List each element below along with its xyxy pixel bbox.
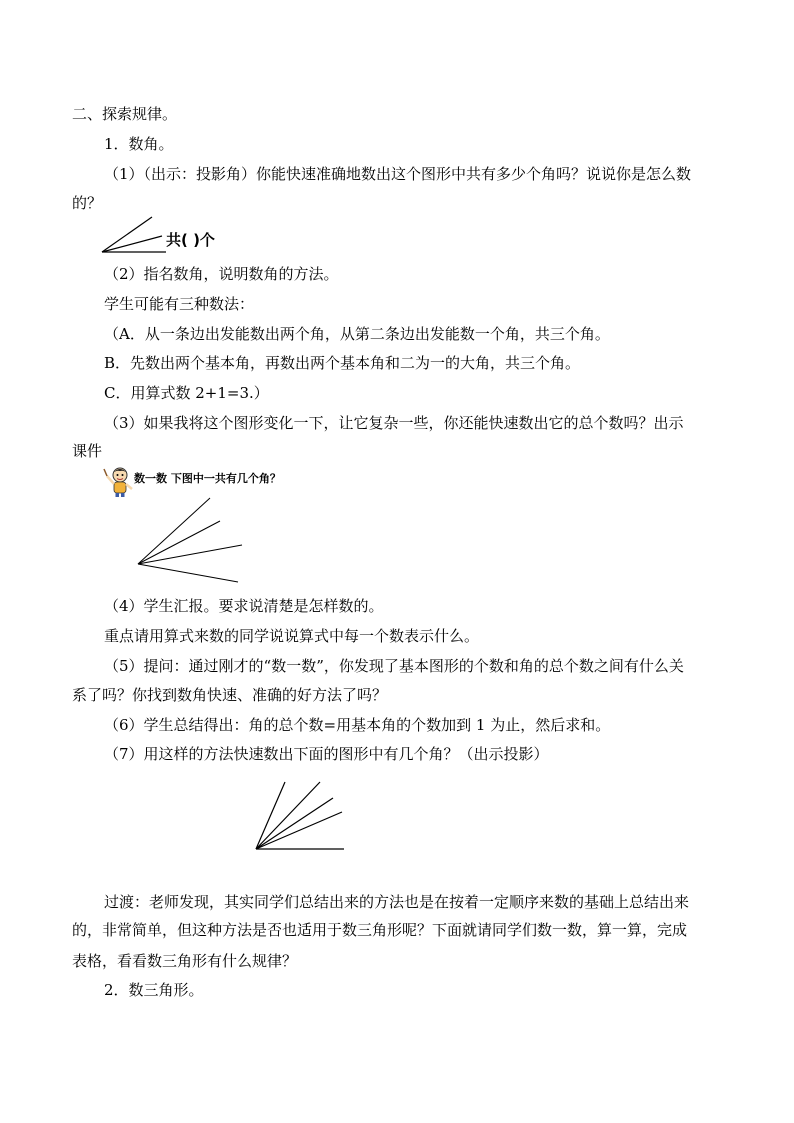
methods-intro: 学生可能有三种数法： — [104, 295, 255, 313]
question-1-line-1: （1）（出示：投影角）你能快速准确地数出这个图形中共有多少个角吗？说说你是怎么数 — [104, 165, 692, 183]
angle-ray-4 — [256, 812, 342, 849]
question-3-line-1: （3）如果我将这个图形变化一下，让它复杂一些，你还能快速数出它的总个数吗？出示 — [104, 414, 684, 432]
angle-figure-3 — [250, 778, 350, 854]
angle-ray-2 — [138, 521, 220, 564]
method-a: （A．从一条边出发能数出两个角，从第二条边出发能数一个角，共三个角。 — [104, 325, 610, 343]
question-6: （6）学生总结得出：角的总个数=用基本角的个数加到 1 为止，然后求和。 — [104, 716, 611, 734]
question-7: （7）用这样的方法快速数出下面的图形中有几个角？（出示投影） — [104, 745, 549, 763]
angle-figure-1 — [100, 212, 172, 256]
transition-line-1: 过渡：老师发现，其实同学们总结出来的方法也是在按着一定顺序来数的基础上总结出来 — [104, 893, 690, 911]
method-b: B．先数出两个基本角，再数出两个基本角和二为一的大角，共三个角。 — [104, 354, 581, 372]
question-4: （4）学生汇报。要求说清楚是怎样数的。 — [104, 597, 384, 615]
subsection-2-title: 2．数三角形。 — [104, 981, 204, 999]
transition-line-2: 的，非常简单，但这种方法是否也适用于数三角形呢？下面就请同学们数一数，算一算，完成 — [72, 921, 688, 939]
question-2: （2）指名数角，说明数角的方法。 — [104, 265, 339, 283]
transition-line-3: 表格，看看数三角形有什么规律？ — [72, 952, 298, 970]
question-5-line-2: 系了吗？你找到数角快速、准确的好方法了吗？ — [72, 686, 388, 704]
angle-ray-2 — [256, 782, 320, 849]
angle-ray-4 — [138, 564, 238, 582]
angle-ray-middle — [102, 236, 162, 252]
question-3-line-2: 课件 — [72, 442, 103, 460]
question-1-line-2: 的？ — [72, 194, 103, 212]
figure-2-caption: 数一数 下图中一共有几个角？ — [134, 472, 281, 485]
question-5-line-1: （5）提问：通过刚才的“数一数”，你发现了基本图形的个数和角的总个数之间有什么关 — [104, 657, 684, 675]
method-c: C．用算式数 2+1=3.） — [104, 384, 269, 402]
question-4-note: 重点请用算式来数的同学说说算式中每一个数表示什么。 — [104, 627, 480, 645]
cartoon-teacher-icon — [102, 466, 136, 498]
angle-ray-upper — [102, 217, 152, 252]
angle-ray-1 — [138, 498, 210, 564]
angle-figure-1-label: 共( )个 — [166, 231, 215, 249]
subsection-1-title: 1．数角。 — [104, 135, 174, 153]
angle-figure-2 — [130, 495, 252, 590]
section-title: 二、探索规律。 — [72, 105, 178, 123]
angle-ray-3 — [138, 545, 242, 564]
